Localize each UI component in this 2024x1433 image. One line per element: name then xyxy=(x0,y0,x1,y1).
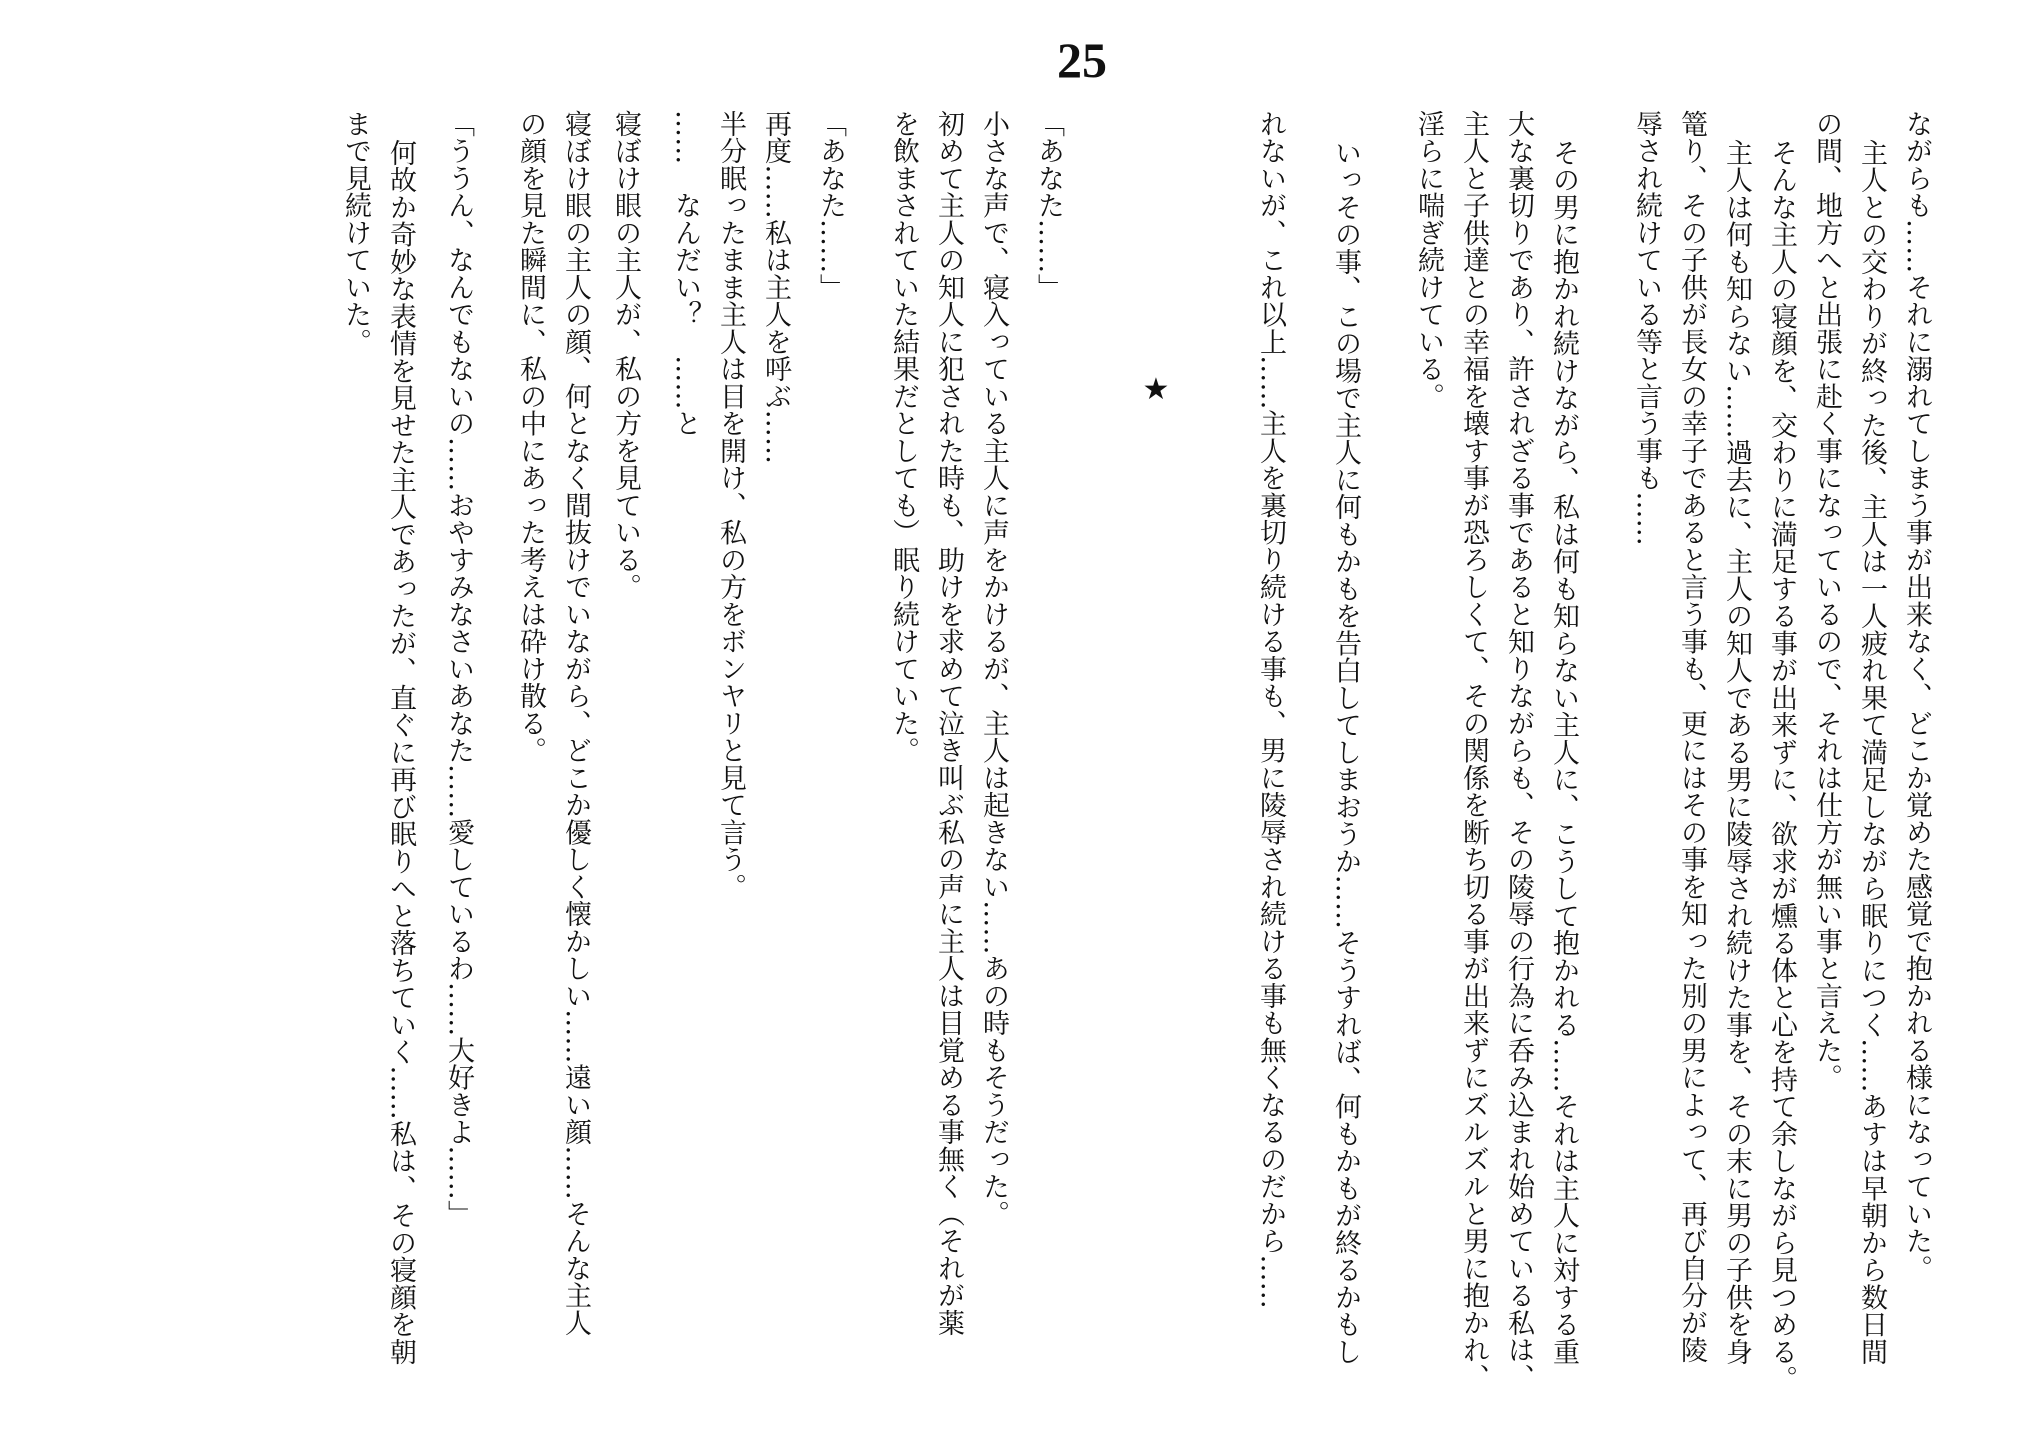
text-column: 小さな声で、寝入っている主人に声をかけるが、主人は起きない……あの時もそうだった。 xyxy=(978,110,1009,1228)
text-column: を飲まされていた結果だとしても）眠り続けていた。 xyxy=(888,110,919,764)
text-column: の間、地方へと出張に赴く事になっているので、それは仕方が無い事と言えた。 xyxy=(1811,110,1842,1091)
text-column: そんな主人の寝顔を、交わりに満足する事が出来ずに、欲求が燻る体と心を持て余しながら見つめる。 xyxy=(1766,139,1797,1393)
text-column: 何故か奇妙な表情を見せた主人であったが、直ぐに再び眠りへと落ちていく……私は、その寝顔を朝 xyxy=(385,139,416,1366)
text-column: 淫らに喘ぎ続けている。 xyxy=(1413,110,1444,410)
text-column: その男に抱かれ続けながら、私は何も知らない主人に、こうして抱かれる……それは主人に対する重 xyxy=(1548,139,1579,1366)
text-column: 「あなた……」 xyxy=(815,110,846,301)
text-column: れないが、これ以上……主人を裏切り続ける事も、男に陵辱され続ける事も無くなるのだから…… xyxy=(1255,110,1286,1309)
text-column: まで見続けていた。 xyxy=(340,110,371,356)
text-column: の顔を見た瞬間に、私の中にあった考えは砕け散る。 xyxy=(515,110,546,764)
text-column: 主人と子供達との幸福を壊す事が恐ろしくて、その関係を断ち切る事が出来ずにズルズルと男に抱かれ、 xyxy=(1458,110,1489,1391)
text-column: 初めて主人の知人に犯された時も、助けを求めて泣き叫ぶ私の声に主人は目覚める事無く（それが薬 xyxy=(933,110,964,1337)
text-column: 寝ぼけ眼の主人が、私の方を見ている。 xyxy=(610,110,641,601)
section-break-star: ★ xyxy=(1142,372,1170,407)
text-column: 辱され続けている等と言う事も…… xyxy=(1631,110,1662,546)
text-column: 半分眠ったまま主人は目を開け、私の方をボンヤリと見て言う。 xyxy=(715,110,746,901)
text-column: 「ううん、なんでもないの……おやすみなさいあなた……愛しているわ……大好きよ……」 xyxy=(443,110,474,1228)
text-column: いっその事、この場で主人に何もかもを告白してしまおうか……そうすれば、何もかもが終るかもし xyxy=(1330,139,1361,1366)
text-column: 主人との交わりが終った後、主人は一人疲れ果て満足しながら眠りにつく……あすは早朝から数日間 xyxy=(1856,139,1887,1366)
text-column: 寝ぼけ眼の主人の顔、何となく間抜けでいながら、どこか優しく懐かしい……遠い顔……そんな主人 xyxy=(560,110,591,1337)
text-column: 再度……私は主人を呼ぶ…… xyxy=(760,110,791,465)
text-column: 主人は何も知らない……過去に、主人の知人である男に陵辱され続けた事を、その末に男の子供を身 xyxy=(1721,139,1752,1366)
text-column: 篭り、その子供が長女の幸子であると言う事も、更にはその事を知った別の男によって、再び自分が陵 xyxy=(1676,110,1707,1364)
text-column: ながらも……それに溺れてしまう事が出来なく、どこか覚めた感覚で抱かれる様になっていた。 xyxy=(1901,110,1932,1282)
text-column: 大な裏切りであり、許されざる事であると知りながらも、その陵辱の行為に呑み込まれ始めている私は、 xyxy=(1503,110,1534,1391)
text-column: 「あなた……」 xyxy=(1033,110,1064,301)
text-column: …… なんだい？ ……と xyxy=(670,110,701,437)
page-number: 25 xyxy=(1057,32,1107,88)
